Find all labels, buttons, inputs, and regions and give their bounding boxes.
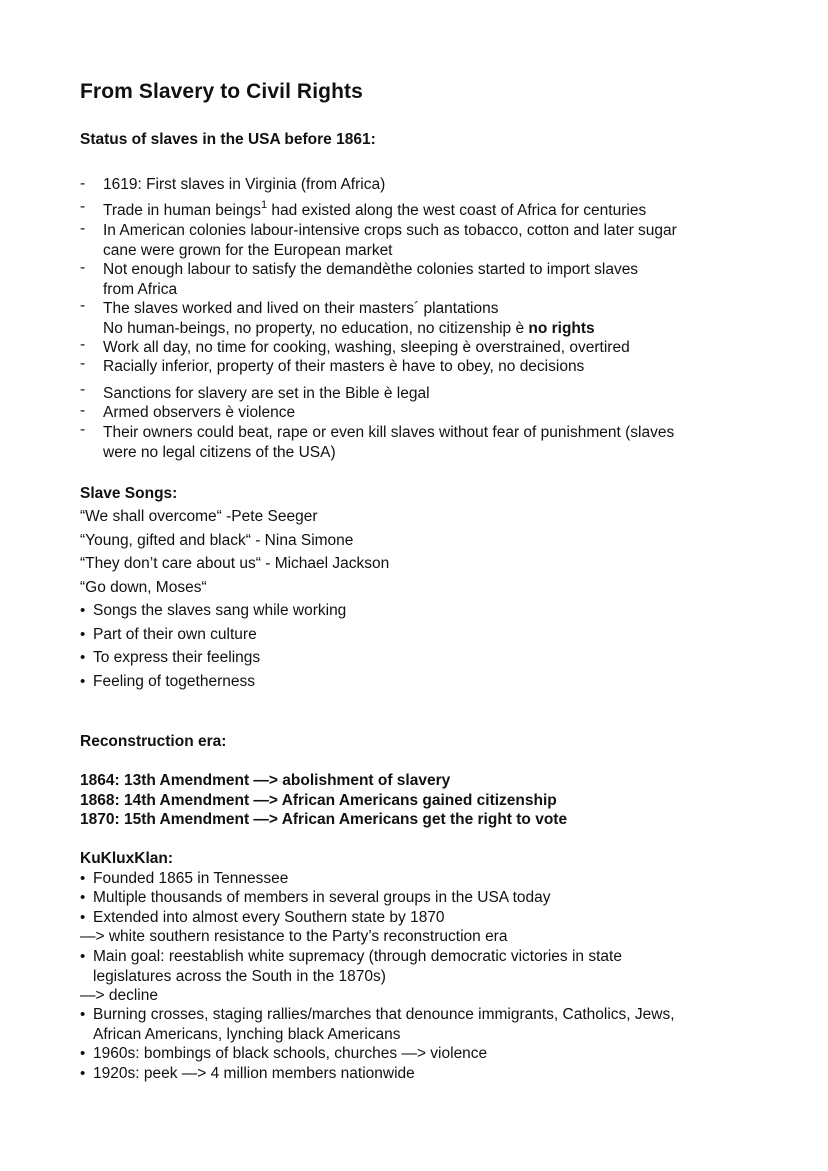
- bullet-mark: •: [80, 602, 86, 619]
- bullet-mark: •: [80, 649, 86, 666]
- song-title: “Go down, Moses“: [80, 579, 207, 596]
- arrow-note: —> white southern resistance to the Party’s reconstruction era: [80, 928, 508, 945]
- bullet-mark: •: [80, 1065, 86, 1082]
- bullet-mark: •: [80, 889, 86, 906]
- list-item: Songs the slaves sang while working: [93, 602, 347, 619]
- bullet-mark: •: [80, 870, 86, 887]
- bullet-mark: •: [80, 626, 86, 643]
- amendment-line: 1868: 14th Amendment —> African Americans gained citizenship: [80, 792, 557, 809]
- list-item: Feeling of togetherness: [93, 673, 255, 690]
- page-title: From Slavery to Civil Rights: [80, 80, 363, 103]
- list-item-text: had existed along the west coast of Africa for centuries: [267, 202, 647, 219]
- list-dash: -: [80, 421, 86, 438]
- list-item: Extended into almost every Southern state by 1870: [93, 909, 445, 926]
- list-item: [93, 947, 622, 986]
- bullet-mark: •: [80, 673, 86, 690]
- list-dash: -: [80, 355, 86, 372]
- list-dash: -: [80, 175, 86, 192]
- bullet-mark: •: [80, 909, 86, 926]
- list-item-text: cane were grown for the European market: [103, 241, 393, 259]
- footnote-marker: 1: [260, 199, 268, 211]
- list-dash: -: [80, 259, 86, 276]
- song-title: “We shall overcome“ -Pete Seeger: [80, 508, 318, 525]
- list-item-text: Racially inferior, property of their masters è have to obey, no decisions: [103, 358, 585, 375]
- list-item-text: African Americans, lynching black Americans: [93, 1025, 401, 1043]
- list-item: [103, 221, 677, 260]
- list-dash: -: [80, 198, 86, 215]
- list-item: [103, 299, 595, 338]
- list-item-text: Work all day, no time for cooking, washing, sleeping è overstrained, overtired: [103, 339, 630, 356]
- list-item: [103, 338, 630, 358]
- list-item-text: Sanctions for slavery are set in the Bible è legal: [103, 385, 430, 402]
- list-item: Part of their own culture: [93, 626, 257, 643]
- list-item: Founded 1865 in Tennessee: [93, 870, 289, 887]
- list-item-text: 1619: First slaves in Virginia (from Africa): [103, 176, 386, 193]
- list-dash: -: [80, 336, 86, 353]
- list-dash: -: [80, 381, 86, 398]
- list-item-text: from Africa: [103, 280, 178, 298]
- list-item: [93, 1005, 675, 1044]
- list-item: 1920s: peek —> 4 million members nationwide: [93, 1065, 415, 1082]
- list-item-text: Their owners could beat, rape or even kill slaves without fear of punishment (slaves: [103, 424, 675, 441]
- song-title: “They don’t care about us“ - Michael Jackson: [80, 555, 390, 572]
- list-item-text: Not enough labour to satisfy the demandèthe colonies started to import slaves: [103, 261, 639, 278]
- list-item: 1960s: bombings of black schools, churches —> violence: [93, 1045, 488, 1062]
- bullet-mark: •: [80, 1045, 86, 1062]
- songs-heading: Slave Songs:: [80, 485, 178, 502]
- song-title: “Young, gifted and black“ - Nina Simone: [80, 532, 354, 549]
- kkk-heading: KuKluxKlan:: [80, 850, 173, 867]
- bullet-mark: •: [80, 948, 86, 965]
- list-item: Multiple thousands of members in several groups in the USA today: [93, 889, 551, 906]
- list-item: [103, 423, 674, 462]
- status-heading: Status of slaves in the USA before 1861:: [80, 131, 376, 148]
- list-item: [103, 357, 584, 377]
- list-dash: -: [80, 220, 86, 237]
- amendment-line: 1864: 13th Amendment —> abolishment of slavery: [80, 772, 451, 789]
- list-item-text: No human-beings, no property, no education, no citizenship è: [103, 319, 529, 337]
- list-item: [103, 201, 646, 221]
- amendment-line: 1870: 15th Amendment —> African Americans get the right to vote: [80, 811, 568, 828]
- list-item-text: legislatures across the South in the 1870s): [93, 967, 386, 985]
- list-dash: -: [80, 402, 86, 419]
- reconstruction-heading: Reconstruction era:: [80, 733, 227, 750]
- arrow-note: —> decline: [80, 987, 158, 1004]
- list-item: To express their feelings: [93, 649, 261, 666]
- emphasis-text: no rights: [528, 319, 595, 337]
- list-item-text: Burning crosses, staging rallies/marches that denounce immigrants, Catholics, Jews,: [93, 1006, 675, 1023]
- list-dash: -: [80, 297, 86, 314]
- list-item-text: In American colonies labour-intensive crops such as tobacco, cotton and later sugar: [103, 222, 677, 239]
- list-item: [103, 260, 638, 299]
- list-item: [103, 403, 295, 423]
- list-item-text: were no legal citizens of the USA): [103, 443, 336, 461]
- list-item-text: The slaves worked and lived on their masters´ plantations: [103, 300, 499, 317]
- list-item: [103, 175, 385, 195]
- list-item-text: Armed observers è violence: [103, 404, 296, 421]
- list-item-text: Trade in human beings: [103, 202, 261, 219]
- bullet-mark: •: [80, 1006, 86, 1023]
- list-item: [103, 384, 430, 404]
- list-item-text: Main goal: reestablish white supremacy (through democratic victories in state: [93, 948, 622, 965]
